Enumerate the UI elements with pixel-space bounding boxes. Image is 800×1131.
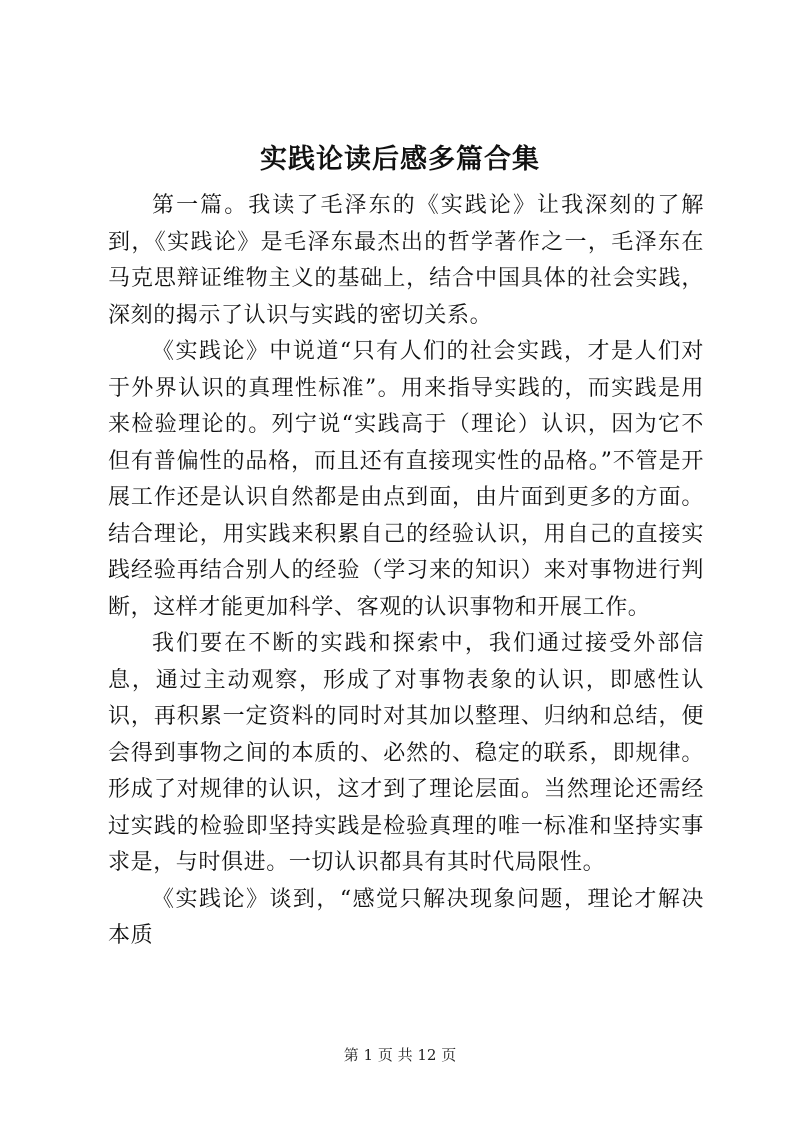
document-title: 实践论读后感多篇合集 — [260, 144, 540, 175]
paragraph-2: 《实践论》中说道“只有人们的社会实践，才是人们对于外界认识的真理性标准”。用来指导实践的，而实践是用来检验理论的。列宁说“实践高于（理论）认识，因为它不但有普偏性的品格，而且还有直接现实性的品格。”不管是开展工作还是认识自然都是由点到面，由片面到更多的方面。结合理论，用实践来积累自己的经验认识，用自己的直接实践经验再结合别人的经验（学习来的知识）来对事物进行判断，这样才能更加科学、客观的认识事物和开展工作。 — [108, 339, 704, 620]
paragraph-4: 《实践论》谈到，“感觉只解决现象问题，理论才解决本质 — [108, 886, 704, 948]
document-body — [108, 188, 704, 955]
page-number-footer: 第 1 页 共 12 页 — [343, 1046, 457, 1064]
paragraph-3: 我们要在不断的实践和探索中，我们通过接受外部信息，通过主动观察，形成了对事物表象的认识，即感性认识，再积累一定资料的同时对其加以整理、归纳和总结，便会得到事物之间的本质的、必然的、稳定的联系，即规律。形成了对规律的认识，这才到了理论层面。当然理论还需经过实践的检验即坚持实践是检验真理的唯一标准和坚持实事求是，与时俱进。一切认识都具有其时代局限性。 — [108, 631, 704, 875]
paragraph-1: 第一篇。我读了毛泽东的《实践论》让我深刻的了解到，《实践论》是毛泽东最杰出的哲学著作之一，毛泽东在马克思辩证维物主义的基础上，结合中国具体的社会实践，深刻的揭示了认识与实践的密切关系。 — [108, 193, 704, 328]
